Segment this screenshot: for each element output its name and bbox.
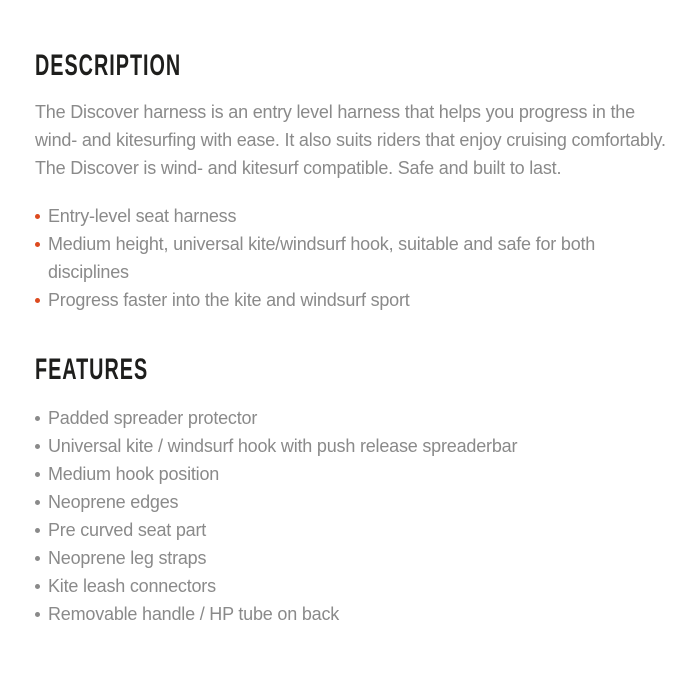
description-highlight-list: [35, 202, 675, 314]
list-item-label: Universal kite / windsurf hook with push release spreaderbar: [48, 436, 518, 456]
bullet-icon: [35, 298, 40, 303]
list-item-label: Pre curved seat part: [48, 520, 207, 540]
bullet-icon: [35, 444, 40, 449]
list-item-label: Entry-level seat harness: [48, 206, 237, 226]
bullet-icon: [35, 500, 40, 505]
list-item: [35, 460, 675, 488]
description-heading: DESCRIPTION: [35, 49, 182, 82]
list-item: [35, 544, 675, 572]
list-item-label: Kite leash connectors: [48, 576, 216, 596]
bullet-icon: [35, 612, 40, 617]
list-item: [35, 404, 675, 432]
bullet-icon: [35, 528, 40, 533]
list-item-label: Medium height, universal kite/windsurf hook, suitable and safe for both disciplines: [48, 234, 596, 282]
list-item-label: Medium hook position: [48, 464, 220, 484]
list-item: [35, 600, 675, 628]
features-heading: FEATURES: [35, 353, 149, 386]
bullet-icon: [35, 214, 40, 219]
list-item-label: Neoprene edges: [48, 492, 179, 512]
list-item-label: Neoprene leg straps: [48, 548, 207, 568]
bullet-icon: [35, 472, 40, 477]
list-item-label: Progress faster into the kite and windsurf sport: [48, 290, 410, 310]
bullet-icon: [35, 584, 40, 589]
list-item: [35, 230, 675, 286]
list-item: [35, 202, 675, 230]
list-item-label: Removable handle / HP tube on back: [48, 604, 340, 624]
list-item: [35, 572, 675, 600]
list-item-label: Padded spreader protector: [48, 408, 258, 428]
list-item: [35, 286, 675, 314]
bullet-icon: [35, 556, 40, 561]
list-item: [35, 488, 675, 516]
description-paragraph: The Discover harness is an entry level harness that helps you progress in the wind- and kitesurfing with ease. It also suits riders that enjoy cruising comfortably. The Discover is wind- and kitesurf compatible. Safe and built to last.: [35, 102, 666, 178]
list-item: [35, 432, 675, 460]
bullet-icon: [35, 242, 40, 247]
features-list: [35, 404, 675, 628]
bullet-icon: [35, 416, 40, 421]
list-item: [35, 516, 675, 544]
